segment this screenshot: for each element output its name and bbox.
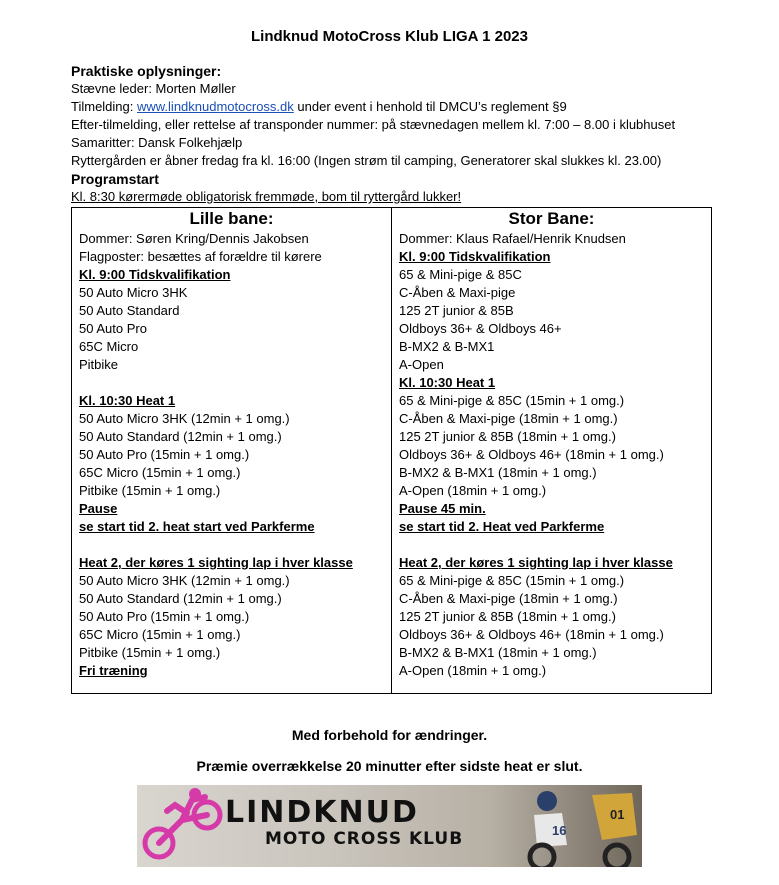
lille-bane-row: Kl. 9:00 Tidskvalifikation (79, 267, 231, 282)
stor-bane-row (399, 536, 711, 554)
disclaimer: Med forbehold for ændringer. (291, 727, 488, 743)
stor-bane-row: B-MX2 & B-MX1 (399, 339, 495, 354)
stor-bane-row: B-MX2 & B-MX1 (18min + 1 omg.) (399, 465, 597, 480)
schedule-table (71, 207, 712, 694)
stor-bane-row: Oldboys 36+ & Oldboys 46+ (399, 321, 562, 336)
lille-bane-row: Flagposter: besættes af forældre til kørere (79, 249, 322, 264)
lille-bane-row: Pitbike (15min + 1 omg.) (79, 645, 221, 660)
lille-bane-row: Pause (79, 501, 118, 516)
stor-bane-row: A-Open (399, 357, 444, 372)
rider-number-16: 16 (552, 823, 567, 838)
stor-bane-row: Kl. 9:00 Tidskvalifikation (399, 249, 551, 264)
lille-bane-row: 50 Auto Pro (15min + 1 omg.) (79, 609, 250, 624)
lille-bane-row: 50 Auto Micro 3HK (79, 285, 188, 300)
logo-text-lindknud: LINDKNUD (225, 795, 419, 830)
club-banner (137, 785, 642, 867)
lille-bane-row: 50 Auto Standard (12min + 1 omg.) (79, 429, 282, 444)
lille-bane-row: 50 Auto Pro (79, 321, 147, 336)
lille-bane-row: Pitbike (79, 357, 119, 372)
lille-bane-row: 65C Micro (79, 339, 139, 354)
stor-bane-row: Kl. 10:30 Heat 1 (399, 375, 496, 390)
stor-bane-row: 125 2T junior & 85B (399, 303, 514, 318)
program-heading: Programstart (71, 171, 159, 187)
stor-bane-row: 65 & Mini-pige & 85C (399, 267, 522, 282)
rider-number-01: 01 (610, 807, 625, 822)
lille-bane-row (79, 536, 391, 554)
page-title: Lindknud MotoCross Klub LIGA 1 2023 (251, 28, 528, 45)
stor-bane-column (391, 208, 711, 693)
lille-bane-row: 50 Auto Pro (15min + 1 omg.) (79, 447, 250, 462)
info-line-late-registration: Efter-tilmelding, eller rettelse af transponder nummer: på stævnedagen mellem kl. 7:00 – 8.00 i klubhuset (71, 117, 676, 132)
info-line-rider-yard: Ryttergården er åbner fredag fra kl. 16:00 (Ingen strøm til camping, Generatorer skal slukkes kl. 23.00) (71, 153, 662, 168)
info-line-registration (71, 98, 751, 116)
practical-info (71, 62, 751, 206)
stor-bane-row: se start tid 2. Heat ved Parkferme (399, 519, 605, 534)
lille-bane-row: Pitbike (15min + 1 omg.) (79, 483, 221, 498)
program-start-line: Kl. 8:30 kørermøde obligatorisk fremmøde, bom til ryttergård lukker! (71, 189, 462, 204)
lille-bane-row: 65C Micro (15min + 1 omg.) (79, 627, 241, 642)
lille-bane-row (79, 374, 391, 392)
lille-bane-row: Fri træning (79, 663, 148, 678)
lille-bane-column (72, 208, 391, 693)
prize-note: Præmie overrækkelse 20 minutter efter sidste heat er slut. (196, 758, 583, 774)
stor-bane-row: A-Open (18min + 1 omg.) (399, 663, 547, 678)
stor-bane-row: Pause 45 min. (399, 501, 486, 516)
registration-prefix: Tilmelding: (71, 99, 137, 114)
stor-bane-row: C-Åben & Maxi-pige (18min + 1 omg.) (399, 591, 618, 606)
lille-bane-header: Lille bane: (189, 209, 274, 228)
stor-bane-row: Oldboys 36+ & Oldboys 46+ (18min + 1 omg.) (399, 627, 664, 642)
stor-bane-row: Dommer: Klaus Rafael/Henrik Knudsen (399, 231, 626, 246)
stor-bane-row: C-Åben & Maxi-pige (399, 285, 516, 300)
rider-silhouette-icon (137, 785, 232, 867)
stor-bane-row: Oldboys 36+ & Oldboys 46+ (18min + 1 omg.) (399, 447, 664, 462)
stor-bane-row: C-Åben & Maxi-pige (18min + 1 omg.) (399, 411, 618, 426)
lille-bane-row: 50 Auto Standard (12min + 1 omg.) (79, 591, 282, 606)
registration-suffix: under event i henhold til DMCU’s reglement §9 (293, 99, 567, 114)
stor-bane-row: 65 & Mini-pige & 85C (15min + 1 omg.) (399, 393, 625, 408)
lille-bane-row: 50 Auto Micro 3HK (12min + 1 omg.) (79, 573, 290, 588)
lille-bane-row: se start tid 2. heat start ved Parkferme (79, 519, 315, 534)
stor-bane-row: 65 & Mini-pige & 85C (15min + 1 omg.) (399, 573, 625, 588)
website-link[interactable]: www.lindknudmotocross.dk (136, 99, 294, 114)
lille-bane-row: Kl. 10:30 Heat 1 (79, 393, 176, 408)
info-line-leader: Stævne leder: Morten Møller (71, 81, 236, 96)
stor-bane-row: 125 2T junior & 85B (18min + 1 omg.) (399, 609, 616, 624)
lille-bane-row: 50 Auto Standard (79, 303, 180, 318)
info-heading: Praktiske oplysninger: (71, 63, 222, 79)
info-line-samaritans: Samaritter: Dansk Folkehjælp (71, 135, 243, 150)
stor-bane-row: 125 2T junior & 85B (18min + 1 omg.) (399, 429, 616, 444)
stor-bane-row: Heat 2, der køres 1 sighting lap i hver klasse (399, 555, 673, 570)
stor-bane-row: B-MX2 & B-MX1 (18min + 1 omg.) (399, 645, 597, 660)
lille-bane-row: Heat 2, der køres 1 sighting lap i hver klasse (79, 555, 353, 570)
lille-bane-row: Dommer: Søren Kring/Dennis Jakobsen (79, 231, 309, 246)
logo-text-motocross-klub: MOTO CROSS KLUB (265, 829, 464, 849)
lille-bane-row: 65C Micro (15min + 1 omg.) (79, 465, 241, 480)
lille-bane-row: 50 Auto Micro 3HK (12min + 1 omg.) (79, 411, 290, 426)
stor-bane-header: Stor Bane: (508, 209, 595, 228)
stor-bane-row: A-Open (18min + 1 omg.) (399, 483, 547, 498)
rider-photo-icon (522, 785, 642, 867)
